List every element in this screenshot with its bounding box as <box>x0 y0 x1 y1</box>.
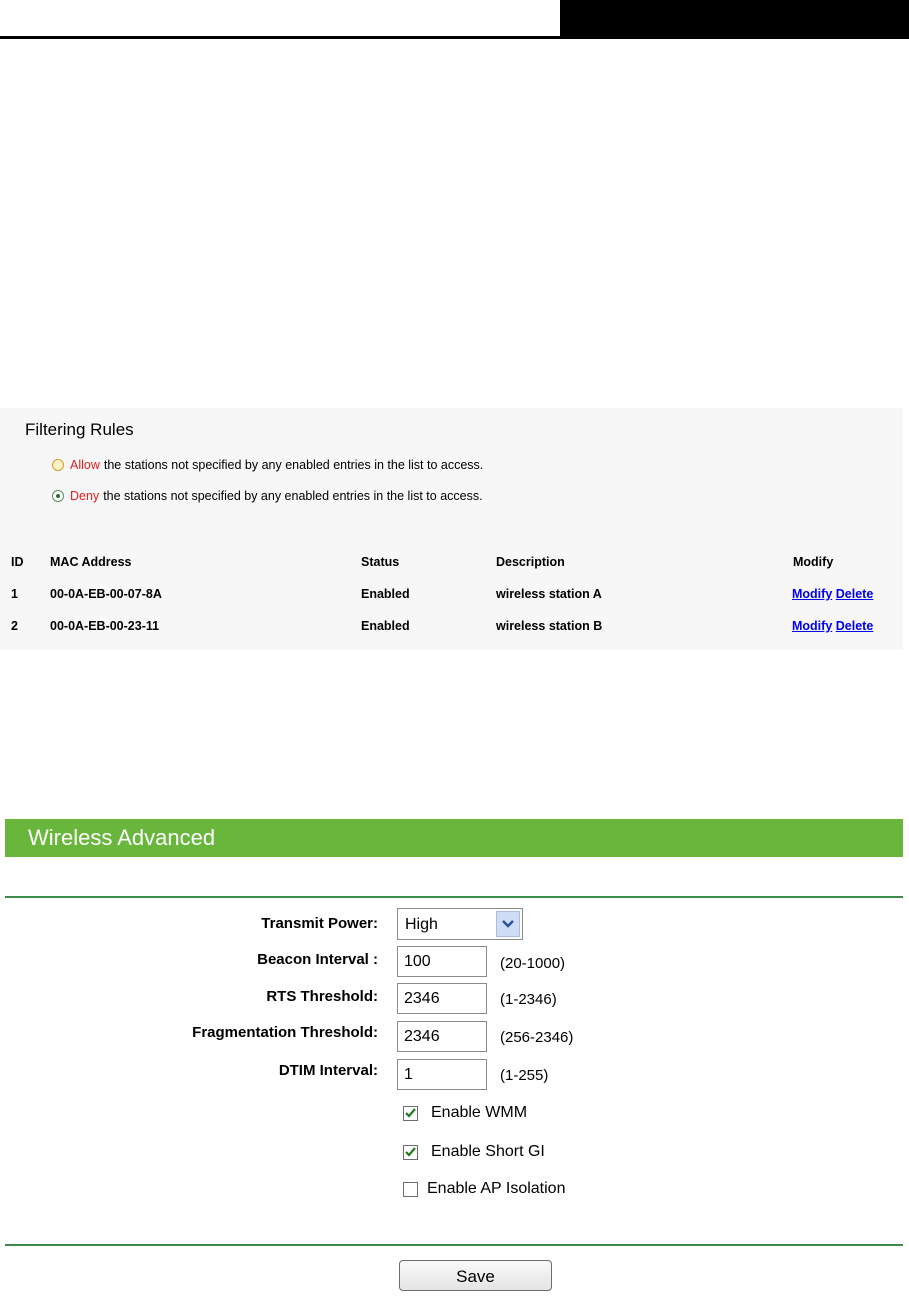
enable-ap-isolation-option[interactable] <box>403 1180 565 1198</box>
fragmentation-threshold-label: Fragmentation Threshold: <box>192 1024 378 1041</box>
wireless-advanced-header <box>5 819 903 857</box>
enable-ap-isolation-checkbox[interactable] <box>403 1182 418 1197</box>
row-mac: 00-0A-EB-00-23-11 <box>50 619 160 633</box>
enable-ap-isolation-label: Enable AP Isolation <box>427 1180 566 1197</box>
save-button[interactable]: Save <box>399 1260 552 1291</box>
section-divider-bottom <box>5 1244 903 1246</box>
enable-wmm-option[interactable] <box>403 1104 527 1122</box>
transmit-power-label: Transmit Power: <box>261 915 378 932</box>
row-description: wireless station A <box>496 587 602 601</box>
header-rule <box>0 36 560 39</box>
enable-wmm-label: Enable WMM <box>431 1104 528 1121</box>
filtering-rules-title: Filtering Rules <box>25 420 134 439</box>
row-actions <box>792 587 873 601</box>
transmit-power-value: High <box>405 916 438 933</box>
row-id: 2 <box>11 619 18 633</box>
rts-threshold-label: RTS Threshold: <box>266 988 378 1005</box>
col-header-mac: MAC Address <box>50 555 132 569</box>
enable-short-gi-option[interactable] <box>403 1143 545 1161</box>
enable-short-gi-label: Enable Short GI <box>431 1143 545 1160</box>
allow-keyword: Allow <box>70 458 100 472</box>
row-status: Enabled <box>361 619 410 633</box>
deny-keyword: Deny <box>70 489 100 503</box>
col-header-id: ID <box>11 555 24 569</box>
allow-rule-option[interactable] <box>52 458 483 472</box>
deny-radio[interactable] <box>52 490 64 502</box>
dtim-interval-range: (1-255) <box>500 1067 549 1084</box>
allow-radio[interactable] <box>52 459 64 471</box>
row-id: 1 <box>11 587 18 601</box>
row-actions <box>792 619 873 633</box>
beacon-interval-range: (20-1000) <box>500 955 566 972</box>
fragmentation-threshold-range: (256-2346) <box>500 1029 574 1046</box>
delete-link[interactable]: Delete <box>835 587 874 601</box>
deny-rule-text: the stations not specified by any enabled entries in the list to access. <box>103 489 483 503</box>
row-mac: 00-0A-EB-00-07-8A <box>50 587 162 601</box>
row-description: wireless station B <box>496 619 603 633</box>
row-status: Enabled <box>361 587 410 601</box>
header-block <box>560 0 909 39</box>
rts-threshold-input[interactable] <box>397 983 487 1014</box>
modify-link[interactable]: Modify <box>792 587 833 601</box>
enable-short-gi-checkbox[interactable] <box>403 1145 418 1160</box>
allow-rule-text: the stations not specified by any enabled entries in the list to access. <box>103 458 484 472</box>
enable-wmm-checkbox[interactable] <box>403 1106 418 1121</box>
dtim-interval-input[interactable] <box>397 1059 487 1090</box>
delete-link[interactable]: Delete <box>835 619 874 633</box>
filtering-rules-panel <box>0 408 903 650</box>
col-header-modify: Modify <box>793 555 834 569</box>
deny-rule-option[interactable] <box>52 489 483 503</box>
fragmentation-threshold-input[interactable] <box>397 1021 487 1052</box>
modify-link[interactable]: Modify <box>792 619 833 633</box>
checkmark-icon <box>405 1108 416 1118</box>
checkmark-icon <box>405 1147 416 1157</box>
beacon-interval-label: Beacon Interval : <box>257 951 378 968</box>
col-header-status: Status <box>361 555 400 569</box>
rts-threshold-range: (1-2346) <box>500 991 557 1008</box>
transmit-power-select[interactable] <box>397 908 523 940</box>
col-header-description: Description <box>496 555 565 569</box>
beacon-interval-input[interactable] <box>397 946 487 977</box>
wireless-advanced-title: Wireless Advanced <box>28 825 216 850</box>
chevron-down-icon[interactable] <box>496 911 520 937</box>
section-divider-top <box>5 896 903 898</box>
dtim-interval-label: DTIM Interval: <box>278 1062 378 1079</box>
